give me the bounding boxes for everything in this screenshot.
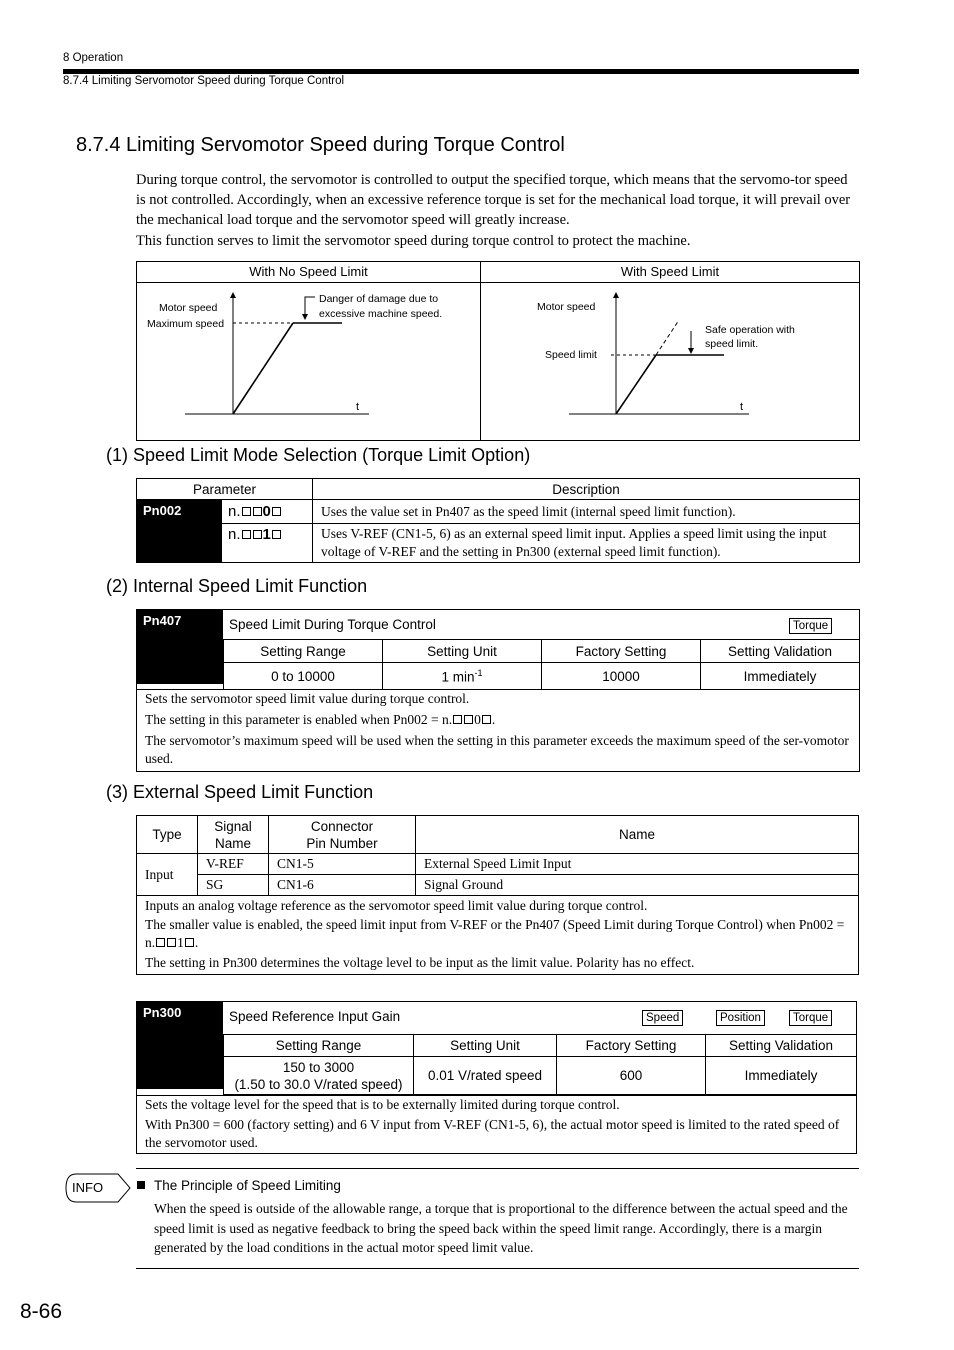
info-text: When the speed is outside of the allowable range, a torque that is proportional to the difference between the actual speed and the speed limit is used as negative feedback to bring the speed back within the speed limit range. Accordingly, there is a margin generated by the load conditions in the actual motor speed limit value. [154, 1201, 848, 1255]
speed-limit-diagram [136, 261, 860, 441]
pn407-name: Speed Limit During Torque Control [229, 617, 436, 632]
pn300-box [136, 1001, 857, 1154]
label-max-speed: Maximum speed [147, 318, 225, 330]
note-2 [145, 916, 850, 952]
hdr-factory-setting: Factory Setting [557, 1035, 706, 1057]
placeholder-box [453, 715, 462, 724]
hdr-connector [269, 816, 416, 854]
val-factory: 600 [557, 1057, 706, 1095]
val-validation: Immediately [706, 1057, 857, 1095]
placeholder-box [482, 715, 491, 724]
running-header-chapter: 8 Operation [63, 52, 124, 64]
placeholder-box [242, 507, 251, 516]
speed-curve [616, 355, 656, 414]
subheading-3: (3) External Speed Limit Function [106, 782, 374, 802]
subheading-2: (2) Internal Speed Limit Function [106, 576, 368, 596]
external-notes [137, 896, 859, 975]
placeholder-box [272, 530, 281, 539]
hdr-type: Type [137, 816, 198, 854]
page-number: 8-66 [20, 1300, 63, 1323]
pn300-name: Speed Reference Input Gain [229, 1009, 401, 1024]
note-2-text: The smaller value is enabled, the speed limit input from V-REF or the Pn407 (Speed Limit during Torque Control) when Pn002 = n. [145, 917, 845, 950]
placeholder-box [253, 530, 262, 539]
intro-paragraph-2: This function serves to limit the servomotor speed during torque control to protect the machine. [136, 233, 691, 249]
info-top-rule [136, 1168, 859, 1169]
note-1: Sets the servomotor speed limit value during torque control. [145, 691, 470, 706]
placeholder-box [242, 530, 251, 539]
label-danger-2: excessive machine speed. [319, 308, 443, 320]
label-danger-1: Danger of damage due to [319, 293, 439, 305]
placeholder-box [272, 507, 281, 516]
hdr-signal [198, 816, 269, 854]
placeholder-box [464, 715, 473, 724]
label-t: t [740, 401, 744, 413]
param-pn002: Pn002 [137, 500, 222, 563]
prefix: n. [228, 526, 241, 543]
line-2: Pin Number [306, 835, 378, 851]
prefix: n. [228, 503, 241, 520]
hdr-factory-setting: Factory Setting [542, 640, 701, 663]
pn002-desc-1: Uses V-REF (CN1-5, 6) as an external speed limit input. Applies a speed limit using the input voltage of V-REF and the setting in Pn300 (external speed limit function). [313, 524, 860, 563]
info-badge: INFO [72, 1180, 104, 1195]
val-range: 0 to 10000 [224, 663, 383, 690]
tag-torque [789, 616, 832, 634]
pn002-desc-0: Uses the value set in Pn407 as the speed limit (internal speed limit function). [313, 500, 860, 524]
tag-speed [642, 1008, 683, 1026]
note-1: Sets the voltage level for the speed that is to be externally limited during torque control. [145, 1097, 620, 1112]
line-1: Connector [310, 818, 374, 834]
type-input: Input [137, 854, 198, 896]
pn407-box [136, 609, 860, 772]
name-ext-limit: External Speed Limit Input [416, 854, 859, 875]
col-description: Description [313, 479, 860, 500]
digit: 0 [262, 503, 271, 520]
note-2 [145, 711, 853, 729]
label-t: t [356, 401, 360, 413]
hdr-name: Name [416, 816, 859, 854]
placeholder-box [253, 507, 262, 516]
line-2: Name [214, 835, 251, 851]
bullet-square-icon [137, 1181, 145, 1189]
val-validation: Immediately [701, 663, 860, 690]
pn300-settings [223, 1034, 857, 1095]
signal-vref: V-REF [198, 854, 269, 875]
tag-label: Torque [789, 618, 832, 634]
note-3: The setting in Pn300 determines the voltage level to be input as the limit value. Polarity has no effect. [145, 955, 695, 970]
hdr-setting-validation: Setting Validation [706, 1035, 857, 1057]
note-2-text: The setting in this parameter is enabled when Pn002 = n. [145, 712, 453, 727]
val-range [224, 1057, 414, 1095]
val-unit: 0.01 V/rated speed [414, 1057, 557, 1095]
unit-exponent: -1 [474, 667, 483, 678]
external-limit-table [136, 815, 859, 975]
pin-cn1-5: CN1-5 [269, 854, 416, 875]
digit: 1 [262, 526, 271, 543]
period: . [194, 935, 199, 950]
running-header-section: 8.7.4 Limiting Servomotor Speed during Torque Control [63, 75, 345, 87]
danger-pointer [305, 297, 315, 317]
placeholder-box [167, 938, 176, 947]
pn407-notes [145, 690, 853, 768]
pn002-setting-0 [222, 500, 313, 524]
val-factory: 10000 [542, 663, 701, 690]
subheading-1: (1) Speed Limit Mode Selection (Torque Limit Option) [106, 445, 531, 465]
pn300-notes [145, 1096, 845, 1152]
tag-position [716, 1008, 765, 1026]
note-1: Inputs an analog voltage reference as the servomotor speed limit value during torque control. [145, 898, 648, 913]
val-unit [383, 663, 542, 690]
tag-torque [789, 1008, 832, 1026]
tag-label: Speed [642, 1010, 683, 1026]
diagram-right-title: With Speed Limit [620, 264, 720, 279]
label-safe-2: speed limit. [705, 338, 759, 350]
period: . [491, 712, 496, 727]
pn002-setting-1 [222, 524, 313, 563]
unit: 1 min [441, 669, 475, 685]
line-2: (1.50 to 30.0 V/rated speed) [234, 1076, 403, 1092]
unlimited-extension [656, 320, 679, 355]
name-signal-ground: Signal Ground [416, 875, 859, 896]
note-3: The servomotor’s maximum speed will be used when the setting in this parameter exceeds the maximum speed of the ser-vomotor used. [145, 733, 849, 766]
label-safe-1: Safe operation with [705, 324, 795, 336]
header-rule [63, 69, 859, 74]
label-motor-speed: Motor speed [537, 301, 596, 313]
pn407-settings [223, 639, 860, 690]
pn002-table [136, 478, 860, 563]
line-1: Signal [214, 818, 252, 834]
hdr-setting-range: Setting Range [224, 1035, 414, 1057]
line-1: 150 to 3000 [282, 1059, 355, 1075]
speed-curve [233, 323, 293, 414]
digit: 0 [474, 712, 481, 727]
col-parameter: Parameter [137, 479, 313, 500]
tag-label: Position [716, 1010, 765, 1026]
diagram-left-title: With No Speed Limit [249, 264, 368, 279]
label-speed-limit: Speed limit [545, 349, 597, 361]
signal-sg: SG [198, 875, 269, 896]
graph-with-limit [481, 283, 859, 439]
graph-no-limit [137, 283, 480, 439]
digit: 1 [177, 935, 184, 950]
tag-label: Torque [789, 1010, 832, 1026]
hdr-setting-unit: Setting Unit [414, 1035, 557, 1057]
placeholder-box [185, 938, 194, 947]
pin-cn1-6: CN1-6 [269, 875, 416, 896]
info-bottom-rule [136, 1268, 859, 1269]
hdr-setting-validation: Setting Validation [701, 640, 860, 663]
hdr-setting-unit: Setting Unit [383, 640, 542, 663]
param-pn300: Pn300 [137, 1002, 223, 1089]
label-motor-speed: Motor speed [159, 302, 218, 314]
intro-paragraph-1: During torque control, the servomotor is controlled to output the specified torque, which means that the servomo-tor speed is not controlled. Accordingly, when an excessive reference torque is set for the mechanical load torque, it will prevail over the mechanical load torque and the servomotor speed will greatly increase. [136, 172, 851, 228]
note-2: With Pn300 = 600 (factory setting) and 6 V input from V-REF (CN1-5, 6), the actual motor speed is limited to the rated speed of the servomotor used. [145, 1117, 840, 1150]
param-pn407: Pn407 [137, 610, 223, 684]
hdr-setting-range: Setting Range [224, 640, 383, 663]
info-title: The Principle of Speed Limiting [154, 1178, 341, 1193]
placeholder-box [156, 938, 165, 947]
section-title: 8.7.4 Limiting Servomotor Speed during Torque Control [76, 134, 565, 156]
